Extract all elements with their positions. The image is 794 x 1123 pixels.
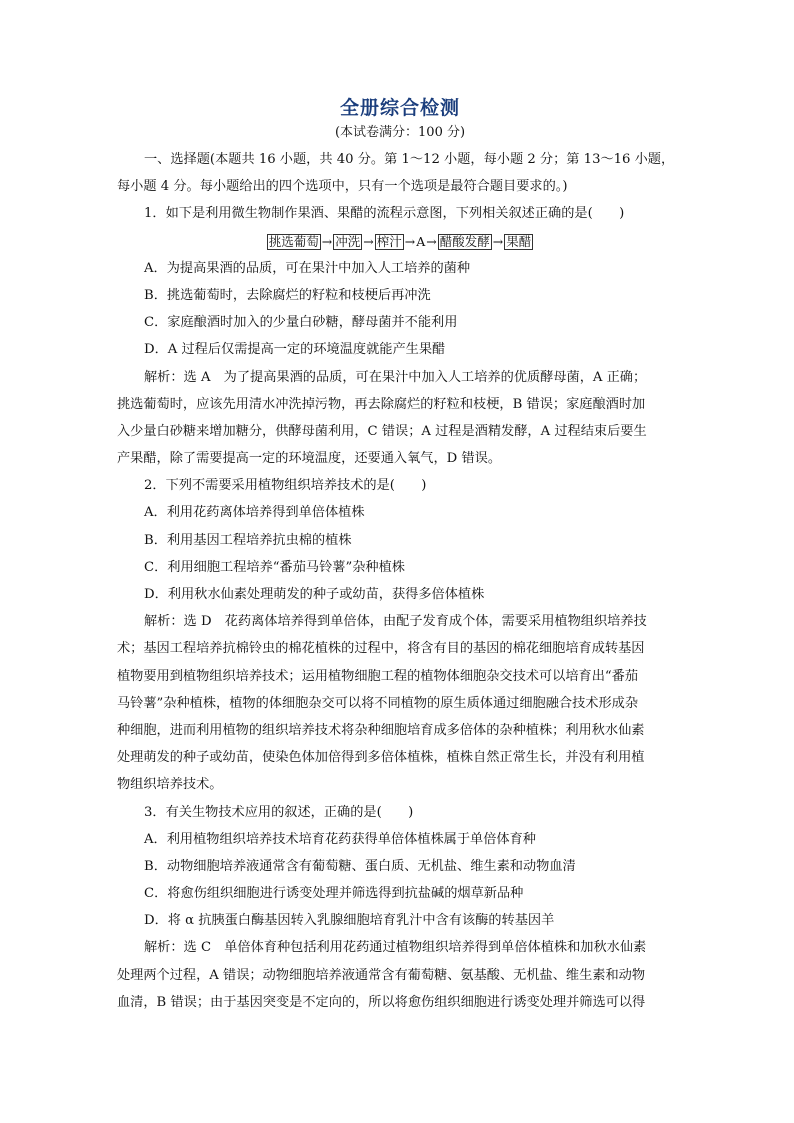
question-2-analysis: 处理萌发的种子或幼苗，使染色体加倍得到多倍体植株，植株自然正常生长，并没有利用植 (117, 750, 645, 766)
page-title: 全册综合检测 (339, 97, 460, 119)
question-3-option-d: D．将 α 抗胰蛋白酶基因转入乳腺细胞培育乳汁中含有该酶的转基因羊 (144, 913, 555, 929)
question-2-option-c: C．利用细胞工程培养“番茄马铃薯”杂种植株 (144, 559, 405, 575)
flow-arrow: → (363, 233, 374, 249)
process-flow-diagram (117, 228, 683, 255)
question-2-option-b: B．利用基因工程培养抗虫棉的植株 (144, 532, 352, 548)
question-2-analysis: 解析：选 D 花药离体培养得到单倍体，由配子发育成个体，需要采用植物组织培养技 (144, 614, 647, 630)
flow-arrow: → (404, 233, 416, 249)
flow-step-a: A (416, 233, 426, 249)
question-1-option-b: B．挑选葡萄时，去除腐烂的籽粒和枝梗后再冲洗 (144, 287, 431, 303)
question-3-analysis: 处理两个过程，A 错误；动物细胞培养液通常含有葡萄糖、氨基酸、无机盐、维生素和动物 (117, 967, 646, 983)
flow-step-juice: 榨汁 (376, 233, 402, 249)
document-page (117, 94, 683, 1016)
section-intro-line: 每小题 4 分。每小题给出的四个选项中，只有一个选项是最符合题目要求的。) (117, 179, 568, 195)
question-2-option-a: A．利用花药离体培养得到单倍体植株 (144, 505, 365, 521)
flow-step-vinegar: 果醋 (506, 233, 532, 249)
question-2-stem: 2．下列不需要采用植物组织培养技术的是( ) (144, 478, 427, 494)
question-1-stem: 1．如下是利用微生物制作果酒、果醋的流程示意图，下列相关叙述正确的是( ) (144, 206, 625, 222)
question-2-analysis: 种细胞，进而利用植物的组织培养技术将杂种细胞培育成多倍体的杂种植株；利用秋水仙素 (117, 722, 645, 738)
question-3-option-b: B．动物细胞培养液通常含有葡萄糖、蛋白质、无机盐、维生素和动物血清 (144, 858, 576, 874)
question-1-option-c: C．家庭酿酒时加入的少量白砂糖，酵母菌并不能利用 (144, 315, 458, 331)
question-2-analysis: 术；基因工程培养抗棉铃虫的棉花植株的过程中，将含有目的基因的棉花细胞培育成转基因 (117, 641, 645, 657)
question-3-analysis: 解析：选 C 单倍体育种包括利用花药通过植物组织培养得到单倍体植株和加秋水仙素 (144, 940, 647, 956)
question-1-option-d: D．A 过程后仅需提高一定的环境温度就能产生果醋 (144, 342, 446, 358)
flow-arrow: → (492, 233, 504, 249)
question-2-analysis: 马铃薯”杂种植株，植物的体细胞杂交可以将不同植物的原生质体通过细胞融合技术形成杂 (117, 695, 639, 711)
flow-step-select-grapes: 挑选葡萄 (268, 233, 319, 249)
question-2-analysis: 植物要用到植物组织培养技术；运用植物细胞工程的植物体细胞杂交技术可以培育出“番茄 (117, 668, 639, 684)
question-2-analysis: 物组织培养技术。 (117, 777, 223, 793)
question-3-option-a: A．利用植物组织培养技术培育花药获得单倍体植株属于单倍体育种 (144, 831, 536, 847)
question-1-analysis: 挑选葡萄时，应该先用清水冲洗掉污物，再去除腐烂的籽粒和枝梗，B 错误；家庭酿酒时加 (117, 396, 646, 412)
question-1-option-a: A．为提高果酒的品质，可在果汁中加入人工培养的菌种 (144, 260, 471, 276)
question-1-analysis: 解析：选 A 为了提高果酒的品质，可在果汁中加入人工培养的优质酵母菌，A 正确； (144, 369, 647, 385)
page-subtitle: (本试卷满分：100 分) (334, 125, 466, 140)
flow-step-acetic-fermentation: 醋酸发酵 (439, 233, 490, 249)
section-intro-line: 一、选择题(本题共 16 小题，共 40 分。第 1～12 小题，每小题 2 分；第 13～16 小题， (144, 152, 675, 167)
question-1-analysis: 产果醋，除了需要提高一定的环境温度，还要通入氧气，D 错误。 (117, 451, 502, 467)
flow-arrow: → (321, 233, 333, 249)
flow-arrow: → (426, 233, 437, 249)
flow-step-rinse: 冲洗 (335, 233, 361, 249)
question-3-stem: 3．有关生物技术应用的叙述，正确的是( ) (144, 804, 414, 820)
question-2-option-d: D．利用秋水仙素处理萌发的种子或幼苗，获得多倍体植株 (144, 587, 485, 602)
question-3-analysis: 血清，B 错误；由于基因突变是不定向的，所以将愈伤组织细胞进行诱变处理并筛选可以得 (117, 994, 646, 1010)
question-3-option-c: C．将愈伤组织细胞进行诱变处理并筛选得到抗盐碱的烟草新品种 (144, 886, 524, 902)
question-1-analysis: 入少量白砂糖来增加糖分，供酵母菌利用，C 错误；A 过程是酒精发酵，A 过程结束后要生 (117, 423, 647, 439)
